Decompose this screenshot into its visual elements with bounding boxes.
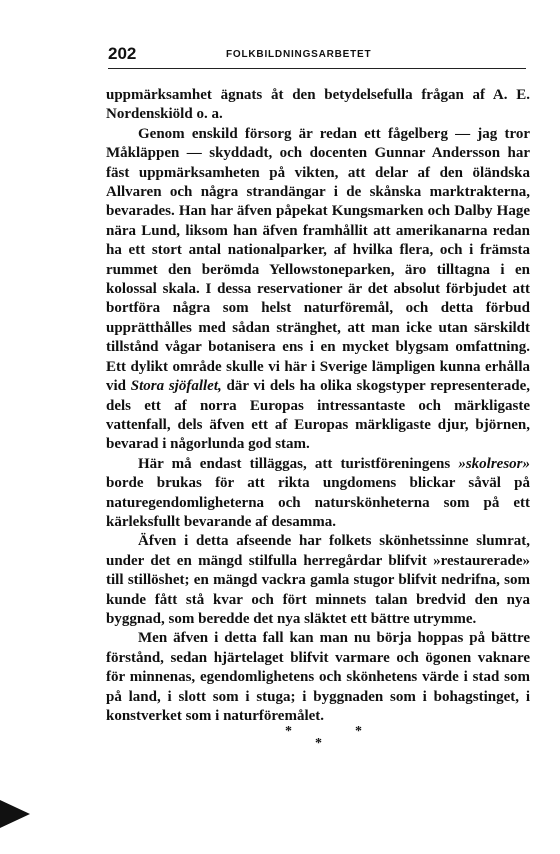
running-title: FOLKBILDNINGSARBETET: [226, 49, 372, 60]
text-segment: där vi dels ha olika skogstyper representerade, dels ett af norra Europas intressantaste och märkligaste vattenfall, dels äfven ett af Europas märkligaste djur, björnen, bevarad i någorlunda god stam.: [106, 378, 531, 453]
text-segment: uppmärksamhet ägnats åt den betydelsefulla frågan af A. E. Nordenskiöld o. a.: [106, 87, 530, 123]
italic-text: »skolresor»: [458, 455, 530, 472]
text-segment: Här må endast tilläggas, att turistföreningens: [138, 455, 459, 472]
paragraph: [106, 455, 530, 533]
page-number: 202: [108, 44, 137, 63]
section-divider: [285, 724, 365, 754]
italic-text: Stora sjöfallet,: [130, 378, 222, 395]
article-body: [106, 86, 530, 726]
text-segment: Genom enskild försorg är redan ett fågelberg — jag tror Måkläppen — skyddadt, och docenten Gunnar Andersson har fäst uppmärksamheten på vikten, att delar af den öländska Allvaren och några strandängar i de skånska marktrakterna, bevarades. Han har äfven påpekat Kungsmarken och Dalby Hage nära Lund, liksom han äfven framhållit att amerikanarna redan ha ett stort antal nationalparker, af hvilka flera, och i främsta rummet den berömda Yellowstoneparken, äro tilltagna i en kolossal skala. I dessa reservationer är det absolut förbjudet att bortföra några som helst naturföremål, och detta förbud upprätthålles med sådan stränghet, att man icke utan särskildt tillstånd vågar botanisera ens i en mycket blygsam omfattning. Ett dylikt område skulle vi här i Sverige lämpligen kunna erhålla vid: [106, 125, 530, 395]
paragraph: [106, 629, 530, 726]
paragraph: [106, 86, 530, 125]
paragraph: [106, 532, 530, 629]
asterisk: *: [285, 724, 292, 739]
paragraph: [106, 125, 530, 455]
triangle-marker-icon: [0, 800, 30, 828]
asterisk: *: [355, 724, 362, 739]
asterisk: *: [315, 736, 322, 751]
text-segment: borde brukas för att rikta ungdomens blickar såväl på naturegendomligheterna och naturskönheterna som på ett kärleksfullt bevarande af desamma.: [106, 475, 530, 530]
page-header: [108, 44, 526, 69]
text-segment: Men äfven i detta fall kan man nu börja hoppas på bättre förstånd, sedan hjärtelaget blifvit varmare och ögonen vaknare för minnenas, egendomlighetens och skönhetens värde i stad som på land, i slott som i stuga; i byggnaden som i bohagstinget, i konstverket som i naturföremålet.: [106, 630, 530, 724]
text-segment: Äfven i detta afseende har folkets skönhetssinne slumrat, under det en mängd stilfulla herregårdar blifvit »restaurerade» till stillöshet; en mängd vackra gamla stugor blifvit nedrifna, som kunde fått stå kvar och fört minnets talan bredvid den nya byggnad, som beredde det nya släktet ett bättre utrymme.: [106, 533, 530, 627]
